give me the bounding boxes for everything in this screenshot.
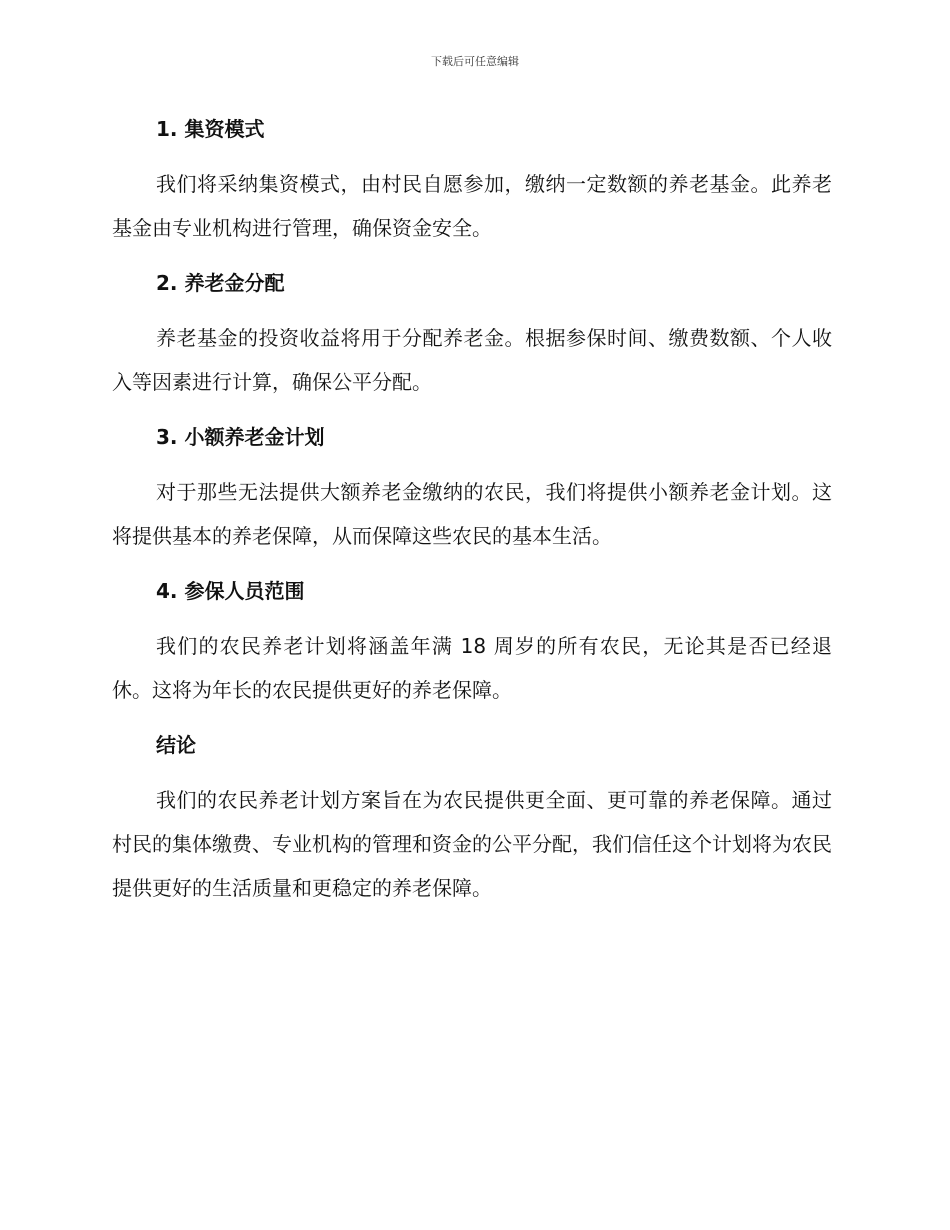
section-paragraph: 对于那些无法提供大额养老金缴纳的农民，我们将提供小额养老金计划。这将提供基本的养老保障，从而保障这些农民的基本生活。 [112,480,832,548]
section-heading: 结论 [156,733,196,757]
section-paragraph: 我们的农民养老计划方案旨在为农民提供更全面、更可靠的养老保障。通过村民的集体缴费、专业机构的管理和资金的公平分配，我们信任这个计划将为农民提供更好的生活质量和更稳定的养老保障。 [112,788,832,900]
section-pension-distribution [112,264,832,404]
section-paragraph: 养老基金的投资收益将用于分配养老金。根据参保时间、缴费数额、个人收入等因素进行计算，确保公平分配。 [112,326,832,394]
section-fundraising-mode [112,110,832,250]
document-body [112,110,832,924]
section-paragraph: 我们的农民养老计划将涵盖年满 18 周岁的所有农民，无论其是否已经退休。这将为年长的农民提供更好的养老保障。 [112,634,832,702]
section-paragraph: 我们将采纳集资模式，由村民自愿参加，缴纳一定数额的养老基金。此养老基金由专业机构进行管理，确保资金安全。 [112,172,832,240]
section-heading: 2. 养老金分配 [156,271,285,295]
section-conclusion [112,726,832,910]
page-header: 下载后可任意编辑 [431,55,519,68]
section-heading: 4. 参保人员范围 [156,579,305,603]
section-heading: 3. 小额养老金计划 [156,425,325,449]
section-coverage-scope [112,572,832,712]
section-heading: 1. 集资模式 [156,117,265,141]
section-small-pension-plan [112,418,832,558]
